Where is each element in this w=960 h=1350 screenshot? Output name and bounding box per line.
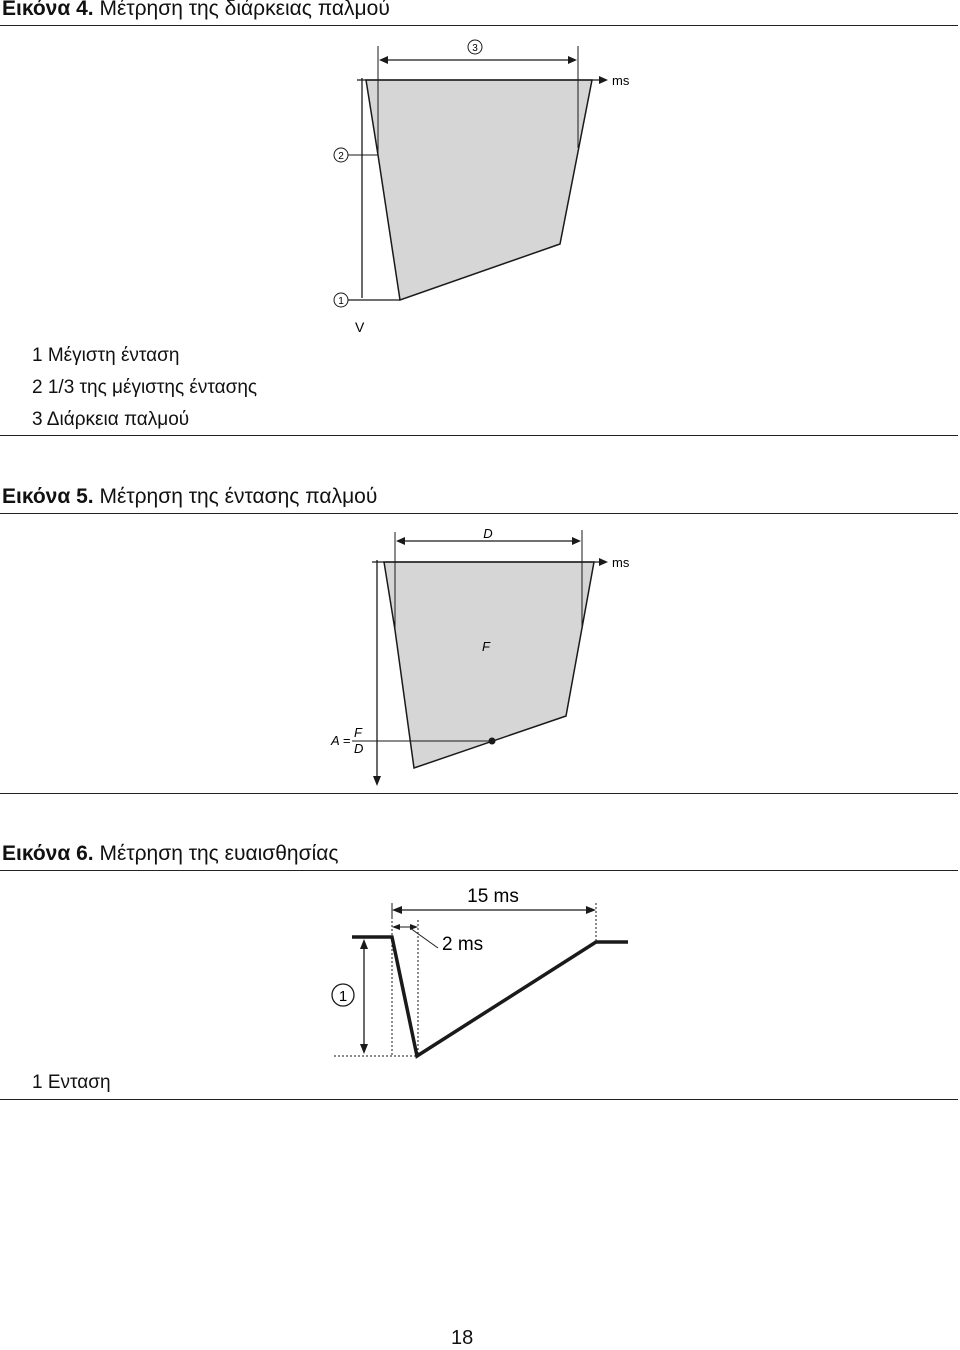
fig4-duration-arrow-right <box>568 56 577 64</box>
fig5-f-label: F <box>482 639 490 654</box>
fig5-ms-label: ms <box>612 555 630 570</box>
fig5-d-arrow-left <box>396 537 405 545</box>
fig4-legend <box>32 340 257 436</box>
fig4-duration-arrow-left <box>379 56 388 64</box>
fig4-bottom-rule <box>0 435 958 436</box>
fig6-2ms-label: 2 ms <box>442 934 484 955</box>
fig5-d-arrow-right <box>572 537 581 545</box>
fig5-formula-numerator: F <box>354 725 362 740</box>
fig4-marker-2: 2 <box>338 151 344 162</box>
fig5-time-arrow-head <box>599 558 608 566</box>
fig6-title-text: Μέτρηση της ευαισθησίας <box>93 842 339 865</box>
fig4-diagram <box>0 0 960 340</box>
fig6-intensity-arrow-bottom <box>360 1044 368 1054</box>
fig4-time-arrow-head <box>599 76 608 84</box>
fig6-bottom-rule <box>0 1099 958 1100</box>
fig5-pulse-shape <box>384 562 594 768</box>
fig6-intensity-arrow-top <box>360 939 368 949</box>
fig4-title-text: Μέτρηση της διάρκειας παλμού <box>93 0 390 20</box>
fig6-2ms-arrow-left <box>392 924 400 930</box>
page-number: 18 <box>451 1327 474 1349</box>
fig6-marker-1: 1 <box>338 988 348 1005</box>
fig6-legend <box>32 1067 111 1099</box>
fig5-bottom-rule <box>0 793 958 794</box>
fig4-marker-1: 1 <box>338 296 344 307</box>
fig6-title-number: Εικόνα 6. <box>2 842 94 865</box>
fig6-pulse-waveform <box>352 937 628 1056</box>
fig5-vertical-arrow-head <box>373 776 381 786</box>
fig5-formula-lhs: A = <box>331 733 351 748</box>
fig5-formula-denominator: D <box>354 741 364 756</box>
fig6-15ms-label: 15 ms <box>467 886 519 907</box>
fig4-marker-3: 3 <box>472 43 478 54</box>
fig6-title <box>2 842 339 866</box>
fig5-title-text: Μέτρηση της έντασης παλμού <box>93 485 378 508</box>
fig6-15ms-arrow-right <box>586 906 596 914</box>
fig5-title <box>2 485 377 509</box>
fig6-2ms-leader <box>410 928 438 948</box>
fig4-legend-item-2: 2 1/3 της μέγιστης έντασης <box>32 377 258 398</box>
fig5-d-label: D <box>483 526 493 541</box>
fig5-diagram <box>0 510 960 810</box>
fig5-average-point <box>489 738 496 745</box>
fig4-legend-item-3: 3 Διάρκεια παλμού <box>32 409 190 430</box>
fig5-title-number: Εικόνα 5. <box>2 485 94 508</box>
fig4-legend-item-1: 1 Μέγιστη ένταση <box>32 345 180 366</box>
fig4-pulse-shape <box>366 80 592 300</box>
fig4-v-label: V <box>355 319 365 335</box>
fig4-ms-label: ms <box>612 73 630 88</box>
fig4-title-number: Εικόνα 4. <box>2 0 94 20</box>
fig6-legend-item-1: 1 Ενταση <box>32 1072 111 1093</box>
fig6-15ms-arrow-left <box>392 906 402 914</box>
fig6-diagram <box>0 870 960 1070</box>
